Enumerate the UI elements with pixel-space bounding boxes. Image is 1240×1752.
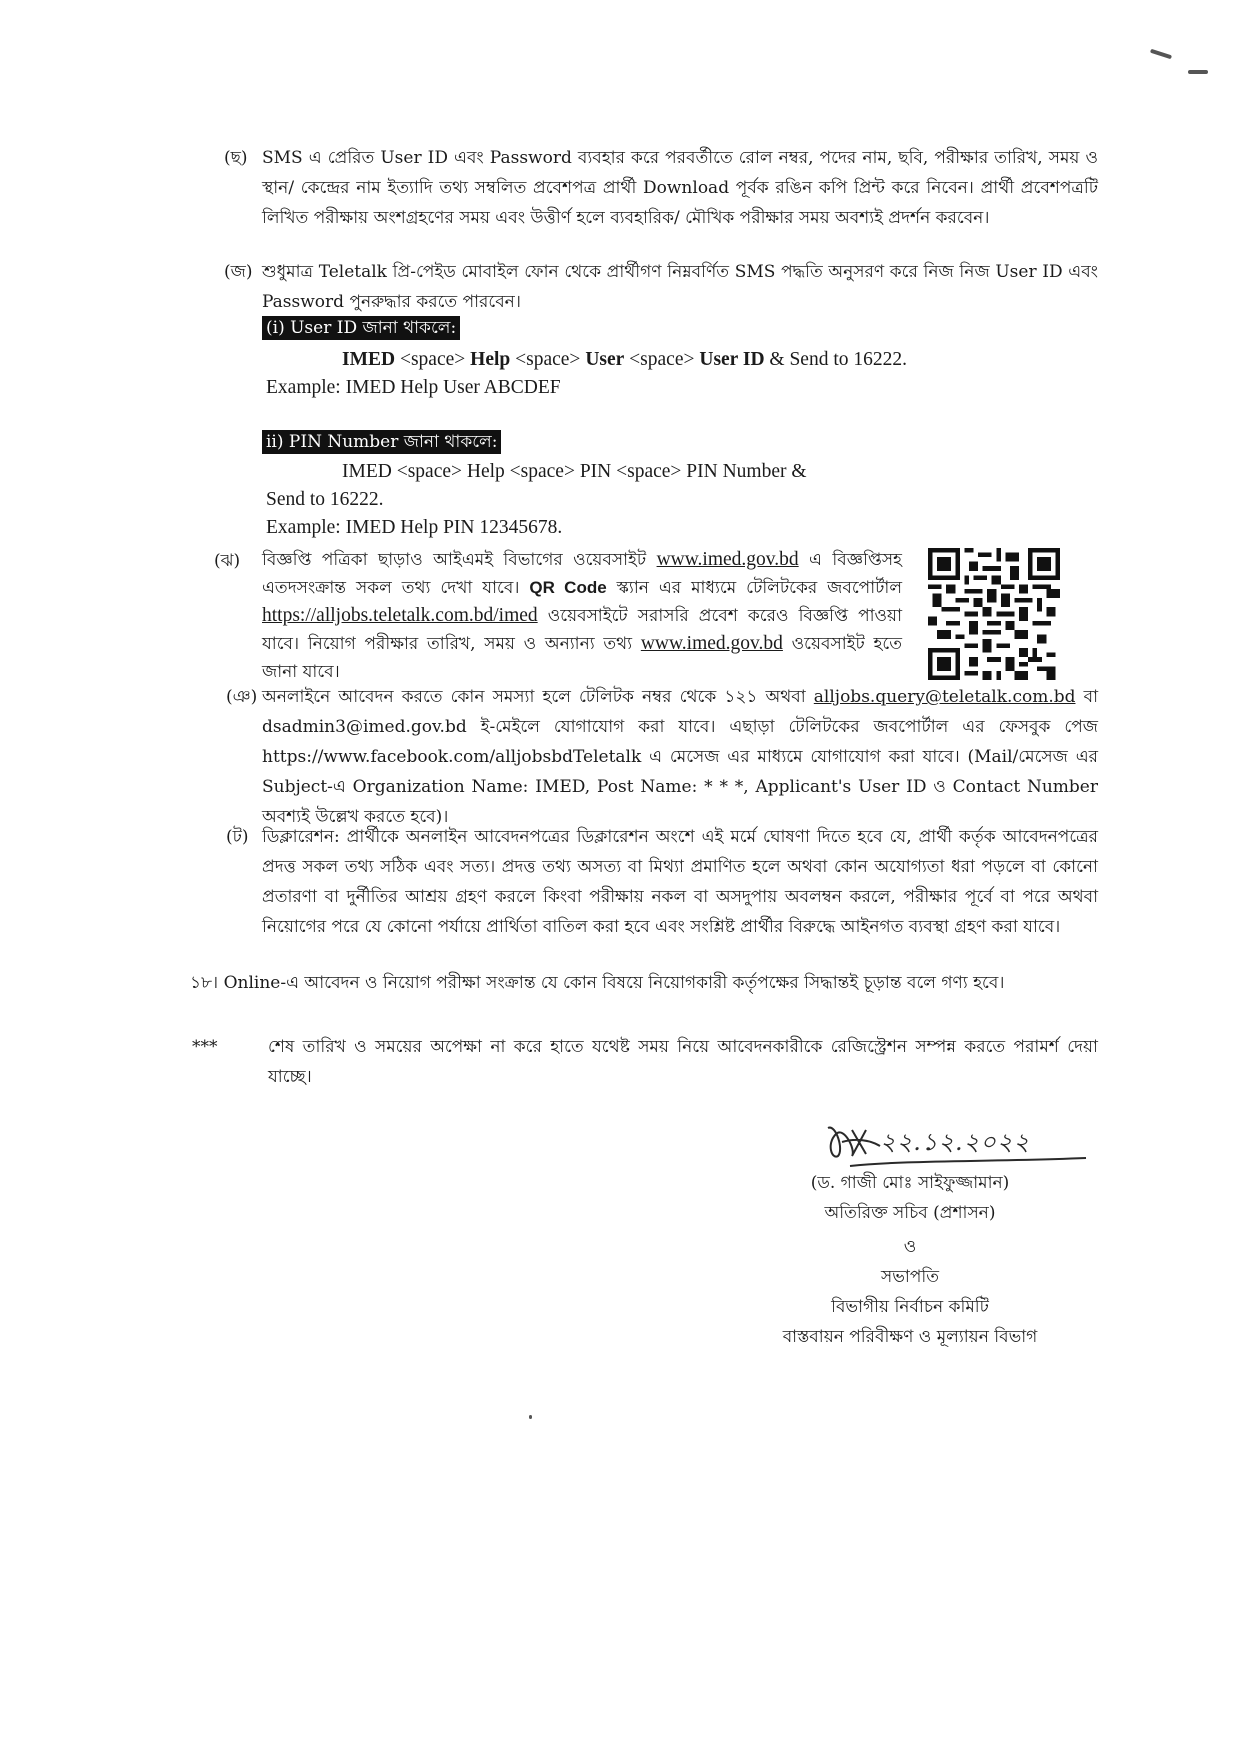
pin-heading xyxy=(262,427,501,457)
handwritten-date: ২২.১২.২০২২ xyxy=(880,1128,1031,1156)
note-text: শেষ তারিখ ও সময়ের অপেক্ষা না করে হাতে যথেষ্ট সময় নিয়ে আবেদনকারীকে রেজিস্ট্রেশন সম্পন্ন করতে পরামর্শ দেয়া যাচ্ছে। xyxy=(268,1037,1098,1087)
signatory-designation: অতিরিক্ত সচিব (প্রশাসন) xyxy=(824,1203,996,1223)
item-marker-jha: (ঝ) xyxy=(214,551,241,571)
nya-part2: বা dsadmin3@imed.gov.bd ই-মেইলে যোগাযোগ করা যাবে। এছাড়া টেলিটকের জবপোর্টাল এর ফেসবুক পেজ https://www.facebook.com/alljobsbdTeletalk এ মেসেজ এর মাধ্যমে যোগাযোগ করা যাবে। (Mail/মেসেজ এর Subject-এ Organization Name: IMED, Post Name: * * *, Applicant's User ID ও Contact Number অবশ্যই উল্লেখ করতে হবে)। xyxy=(262,687,1098,827)
item-marker-ja: (জ) xyxy=(224,262,253,282)
cmd-keyword: User ID xyxy=(699,349,765,370)
qr-code-icon[interactable] xyxy=(928,548,1060,680)
cmd-keyword: Help xyxy=(470,349,511,370)
userid-example: Example: IMED Help User ABCDEF xyxy=(266,377,561,398)
item-ta-text: ডিক্লারেশন: প্রার্থীকে অনলাইন আবেদনপত্রের ডিক্লারেশন অংশে এই মর্মে ঘোষণা দিতে হবে যে, প্রার্থী কর্তৃক আবেদনপত্রের প্রদত্ত সকল তথ্য সঠিক এবং সত্য। প্রদত্ত তথ্য অসত্য বা মিথ্যা প্রমাণিত হলে অথবা কোন অযোগ্যতা ধরা পড়লে বা কোনো প্রতারণা বা দুর্নীতির আশ্রয় গ্রহণ করলে কিংবা পরীক্ষায় নকল বা অসদুপায় অবলম্বন করলে, পরীক্ষার পূর্বে বা পরে অথবা নিয়োগের পরে যে কোনো পর্যায়ে প্রার্থিতা বাতিল করা হবে এবং সংশ্লিষ্ট প্রার্থীর বিরুদ্ধে আইনগত ব্যবস্থা গ্রহণ করা যাবে। xyxy=(262,827,1098,937)
item-jha-text xyxy=(262,546,902,686)
jha-part1: বিজ্ঞপ্তি পত্রিকা ছাড়াও আইএমই বিভাগের ওয়েবসাইট xyxy=(262,550,657,570)
pin-sms-command-line2: Send to 16222. xyxy=(266,489,384,510)
cmd-keyword: IMED xyxy=(342,349,396,370)
item-chha-text: SMS এ প্রেরিত User ID এবং Password ব্যবহার করে পরবর্তীতে রোল নম্বর, পদের নাম, ছবি, পরীক্ষার তারিখ, সময় ও স্থান/ কেন্দ্রের নাম ইত্যাদি তথ্য সম্বলিত প্রবেশপত্র প্রার্থী Download পূর্বক রঙিন কপি প্রিন্ট করে নিবেন। প্রার্থী প্রবেশপত্রটি লিখিত পরীক্ষায় অংশগ্রহণের সময় এবং উত্তীর্ণ হলে ব্যবহারিক/ মৌখিক পরীক্ষার সময় অবশ্যই প্রদর্শন করবেন। xyxy=(262,148,1098,228)
item-ja-text: শুধুমাত্র Teletalk প্রি-পেইড মোবাইল ফোন থেকে প্রার্থীগণ নিম্নবর্ণিত SMS পদ্ধতি অনুসরণ করে নিজ নিজ User ID এবং Password পুনরুদ্ধার করতে পারবেন। xyxy=(262,262,1098,312)
nya-part1: অনলাইনে আবেদন করতে কোন সমস্যা হলে টেলিটক নম্বর থেকে ১২১ অথবা xyxy=(262,687,814,707)
note-marker: *** xyxy=(192,1037,218,1057)
cmd-space: <space> xyxy=(510,349,586,370)
scan-mark xyxy=(1150,49,1172,60)
signatory-committee: বিভাগীয় নির্বাচন কমিটি xyxy=(831,1297,989,1317)
cmd-keyword: User xyxy=(585,349,625,370)
clause-18-marker: ১৮। xyxy=(190,973,219,993)
clause-18-text xyxy=(190,968,1098,998)
signatory-conjunction: ও xyxy=(903,1237,917,1257)
userid-heading-label: (i) User ID জানা থাকলে: xyxy=(262,316,460,340)
item-marker-nya: (ঞ) xyxy=(226,687,258,707)
signatory-name: (ড. গাজী মোঃ সাইফুজ্জামান) xyxy=(810,1173,1010,1193)
jha-part2: এ বিজ্ঞপ্তিসহ এতদসংক্রান্ত সকল তথ্য দেখা যাবে। xyxy=(262,550,902,598)
item-marker-chha: (ছ) xyxy=(224,148,248,168)
pin-heading-label: ii) PIN Number জানা থাকলে: xyxy=(262,430,501,454)
qr-code-label: QR Code xyxy=(529,578,607,597)
item-marker-ta: (ট) xyxy=(226,827,249,847)
pin-sms-command-line1: IMED <space> Help <space> PIN <space> PIN Number & xyxy=(342,461,807,482)
imed-website-link-2[interactable]: www.imed.gov.bd xyxy=(640,633,783,654)
jha-part3: স্ক্যান এর মাধ্যমে টেলিটকের জবপোর্টাল xyxy=(606,578,902,598)
scan-mark xyxy=(1188,70,1208,74)
teletalk-portal-link[interactable]: https://alljobs.teletalk.com.bd/imed xyxy=(262,605,538,626)
scan-dot xyxy=(529,1415,532,1419)
signatory-division: বাস্তবায়ন পরিবীক্ষণ ও মূল্যায়ন বিভাগ xyxy=(782,1327,1038,1347)
clause-18-body: Online-এ আবেদন ও নিয়োগ পরীক্ষা সংক্রান্ত যে কোন বিষয়ে নিয়োগকারী কর্তৃপক্ষের সিদ্ধান্তই চূড়ান্ত বলে গণ্য হবে। xyxy=(223,973,1005,993)
cmd-space: <space> xyxy=(395,349,471,370)
cmd-tail: & Send to 16222. xyxy=(764,349,908,370)
jha-part5: ওয়েবসাইট হতে জানা যাবে। xyxy=(262,634,902,682)
imed-website-link[interactable]: www.imed.gov.bd xyxy=(656,549,799,570)
item-nya-text xyxy=(262,682,1098,832)
userid-sms-command xyxy=(342,346,907,374)
userid-heading xyxy=(262,313,460,343)
cmd-space: <space> xyxy=(624,349,700,370)
jha-part4: ওয়েবসাইটে সরাসরি প্রবেশ করেও বিজ্ঞপ্তি পাওয়া যাবে। নিয়োগ পরীক্ষার তারিখ, সময় ও অন্যান্য তথ্য xyxy=(262,606,902,654)
signatory-role: সভাপতি xyxy=(881,1267,939,1287)
pin-example: Example: IMED Help PIN 12345678. xyxy=(266,517,563,538)
teletalk-query-email-link[interactable]: alljobs.query@teletalk.com.bd xyxy=(813,687,1076,707)
